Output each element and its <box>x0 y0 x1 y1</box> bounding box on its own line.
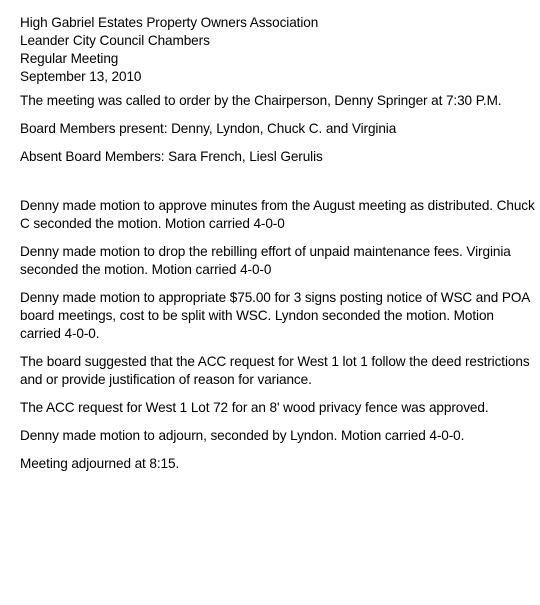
acc-west1-lot1-paragraph: The board suggested that the ACC request for West 1 lot 1 follow the deed restrictions and or provide justification of reason for variance. <box>20 354 530 387</box>
acc-west1-lot72-paragraph: The ACC request for West 1 Lot 72 for an 8' wood privacy fence was approved. <box>20 400 489 415</box>
meeting-location: Leander City Council Chambers <box>20 33 210 48</box>
call-to-order-paragraph: The meeting was called to order by the Chairperson, Denny Springer at 7:30 P.M. <box>20 93 502 108</box>
members-present-paragraph: Board Members present: Denny, Lyndon, Chuck C. and Virginia <box>20 121 397 136</box>
meeting-minutes-document <box>20 14 535 473</box>
document-header <box>20 14 535 86</box>
association-name: High Gabriel Estates Property Owners Association <box>20 15 319 30</box>
motion-adjourn-paragraph: Denny made motion to adjourn, seconded by Lyndon. Motion carried 4-0-0. <box>20 428 465 443</box>
meeting-type: Regular Meeting <box>20 51 119 66</box>
motion-drop-rebilling-paragraph: Denny made motion to drop the rebilling effort of unpaid maintenance fees. Virginia seconded the motion. Motion carried 4-0-0 <box>20 244 511 277</box>
members-absent-paragraph: Absent Board Members: Sara French, Liesl Gerulis <box>20 149 323 164</box>
meeting-date: September 13, 2010 <box>20 69 142 84</box>
motion-approve-minutes-paragraph: Denny made motion to approve minutes from the August meeting as distributed. Chuck C seconded the motion. Motion carried 4-0-0 <box>20 198 535 231</box>
motion-signs-paragraph: Denny made motion to appropriate $75.00 for 3 signs posting notice of WSC and POA board meetings, cost to be split with WSC. Lyndon seconded the motion. Motion carried 4-0-0. <box>20 290 530 341</box>
meeting-adjourned-paragraph: Meeting adjourned at 8:15. <box>20 456 180 471</box>
